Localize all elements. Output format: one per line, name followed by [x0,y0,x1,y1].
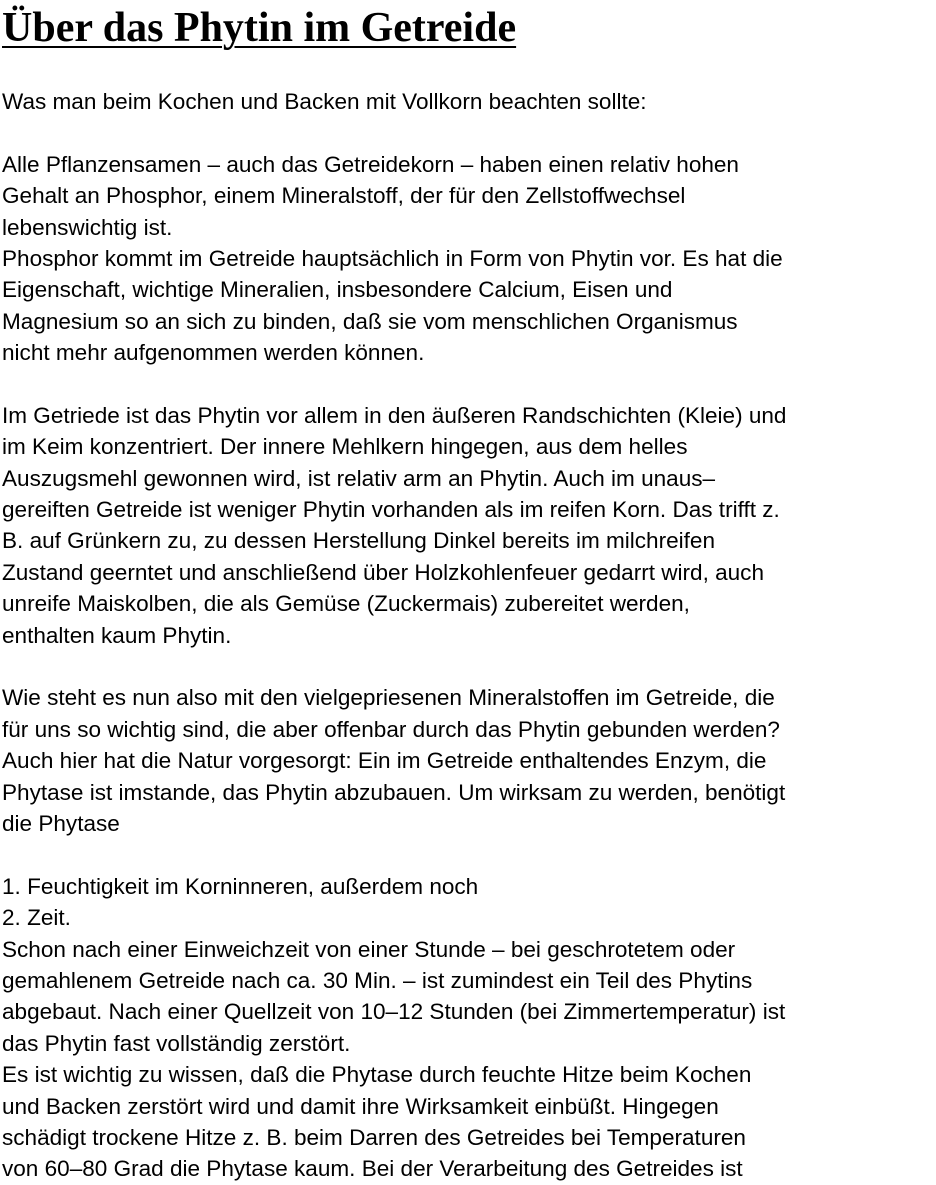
text-line: abgebaut. Nach einer Quellzeit von 10–12 Stunden (bei Zimmertemperatur) ist [2,999,786,1025]
text-line: und Backen zerstört wird und damit ihre Wirksamkeit einbüßt. Hingegen [2,1093,719,1119]
text-line: Alle Pflanzensamen – auch das Getreidekorn – haben einen relativ hohen [2,151,739,177]
blank-line [2,839,934,870]
text-line: 1. Feuchtigkeit im Korninneren, außerdem noch [2,873,479,899]
blank-line [2,117,934,148]
text-line: Magnesium so an sich zu binden, daß sie vom menschlichen Organismus [2,308,738,334]
text-line: die Phytase [2,810,120,836]
text-line: Zustand geerntet und anschließend über Holzkohlenfeuer gedarrt wird, auch [2,559,765,585]
text-line: Phytase ist imstande, das Phytin abzubauen. Um wirksam zu werden, benötigt [2,779,786,805]
text-line: von 60–80 Grad die Phytase kaum. Bei der Verarbeitung des Getreides ist [2,1156,743,1182]
text-line: Auch hier hat die Natur vorgesorgt: Ein im Getreide enthaltendes Enzym, die [2,748,767,774]
text-line: Schon nach einer Einweichzeit von einer Stunde – bei geschrotetem oder [2,936,736,962]
document-title: Über das Phytin im Getreide [2,5,517,51]
text-line: enthalten kaum Phytin. [2,622,232,648]
text-line: nicht mehr aufgenommen werden können. [2,340,425,366]
text-line: lebenswichtig ist. [2,214,173,240]
document-body [2,86,936,1185]
text-line: Auszugsmehl gewonnen wird, ist relativ arm an Phytin. Auch im unaus– [2,465,716,491]
text-line: Eigenschaft, wichtige Mineralien, insbesondere Calcium, Eisen und [2,277,673,303]
text-line: Wie steht es nun also mit den vielgepriesenen Mineralstoffen im Getreide, die [2,685,775,711]
text-line: Was man beim Kochen und Backen mit Vollkorn beachten sollte: [2,89,647,114]
text-line: 2. Zeit. [2,905,71,931]
blank-line [2,651,934,682]
text-line: das Phytin fast vollständig zerstört. [2,1030,351,1056]
text-line: B. auf Grünkern zu, zu dessen Herstellung Dinkel bereits im milchreifen [2,528,716,554]
text-line: gemahlenem Getreide nach ca. 30 Min. – ist zumindest ein Teil des Phytins [2,967,753,993]
text-line: schädigt trockene Hitze z. B. beim Darren des Getreides bei Temperaturen [2,1124,746,1150]
text-line: Gehalt an Phosphor, einem Mineralstoff, der für den Zellstoffwechsel [2,183,686,209]
text-line: Phosphor kommt im Getreide hauptsächlich in Form von Phytin vor. Es hat die [2,245,783,271]
blank-line [2,369,934,400]
text-line: unreife Maiskolben, die als Gemüse (Zuckermais) zubereitet werden, [2,591,690,617]
text-line: Es ist wichtig zu wissen, daß die Phytase durch feuchte Hitze beim Kochen [2,1062,752,1088]
text-line: im Keim konzentriert. Der innere Mehlkern hingegen, aus dem helles [2,434,688,460]
text-line: Im Getriede ist das Phytin vor allem in den äußeren Randschichten (Kleie) und [2,402,787,428]
text-line: für uns so wichtig sind, die aber offenbar durch das Phytin gebunden werden? [2,716,780,742]
text-line: gereiften Getreide ist weniger Phytin vorhanden als im reifen Korn. Das trifft z. [2,497,780,523]
